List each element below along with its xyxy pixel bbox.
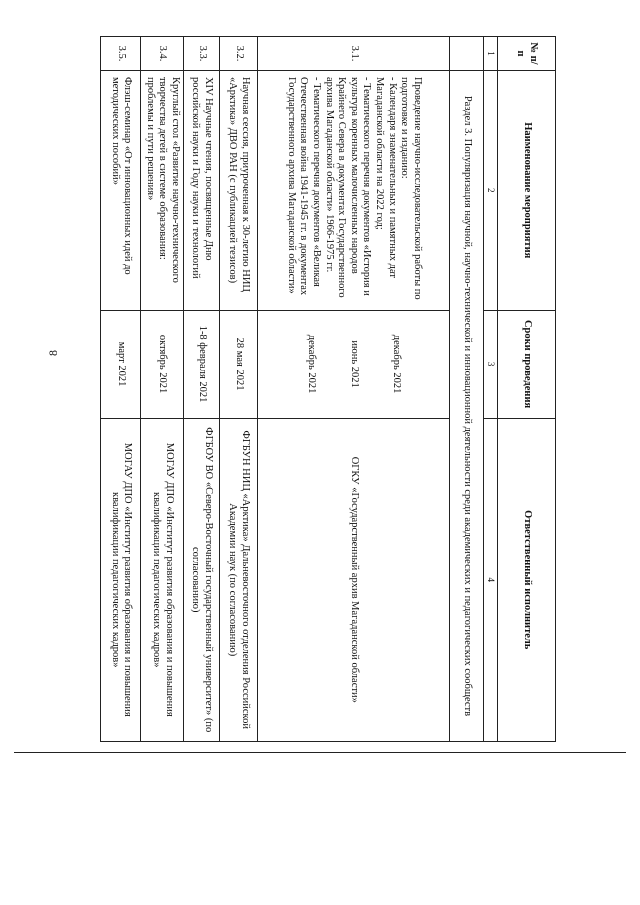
header-num: № п/п xyxy=(498,37,556,71)
row-name: XIV Научные чтения, посвященные Дню российской науки и Году науки и технологий xyxy=(184,70,220,310)
header-name: Наименование мероприятия xyxy=(498,70,556,310)
page-divider-line xyxy=(14,752,626,753)
section-title: Раздел 3. Популяризация научной, научно-технической и инновационной деятельности среди академических и педагогических сообществ xyxy=(450,70,484,741)
row-name-line: - Тематического перечня документов «Великая Отечественная война 1941-1945 гг. в документах Государственного архива Магаданской области» xyxy=(285,76,323,296)
section-row xyxy=(450,37,484,742)
table-row xyxy=(141,37,184,742)
table-header-row xyxy=(498,37,556,742)
row-name: Круглый стол «Развитие научно-технического творчества детей в системе образования: проблемы и пути решения» xyxy=(141,70,184,310)
row-deadline: 1-8 февраля 2021 xyxy=(184,310,220,418)
header-deadline: Сроки проведения xyxy=(498,310,556,418)
row-executor: ОГКУ «Государственный архив Магаданской области» xyxy=(258,418,450,741)
events-table xyxy=(100,36,556,742)
page-number: 8 xyxy=(46,350,60,356)
column-number: 2 xyxy=(484,70,498,310)
header-executor: Ответственный исполнитель xyxy=(498,418,556,741)
row-deadline-cell xyxy=(258,310,450,418)
row-deadline: декабрь 2021 xyxy=(306,334,318,394)
row-deadline: июнь 2021 xyxy=(348,340,360,388)
row-num: 3.5. xyxy=(101,37,141,71)
section-empty-cell xyxy=(450,37,484,71)
table-row xyxy=(258,37,450,742)
row-num: 3.3. xyxy=(184,37,220,71)
column-number-row xyxy=(484,37,498,742)
row-name-cell xyxy=(258,70,450,310)
row-executor: ФГБОУ ВО «Северо-Восточный государственный университет» (по согласованию) xyxy=(184,418,220,741)
table-row xyxy=(184,37,220,742)
row-deadline: март 2021 xyxy=(101,310,141,418)
row-deadline: октябрь 2021 xyxy=(141,310,184,418)
table-row xyxy=(220,37,258,742)
rotated-table-container xyxy=(104,36,556,742)
row-executor: МОГАУ ДПО «Институт развития образования и повышения квалификации педагогических кадров» xyxy=(141,418,184,741)
row-name-line: - Тематического перечня документов «История и культура коренных малочисленных народов Крайнего Севера в документах Государственного архива Магаданской области» 1966-1975 гг. xyxy=(323,76,373,298)
row-deadline: 28 мая 2021 xyxy=(220,310,258,418)
row-name-line: - Календаря знаменательных и памятных дат Магаданской области на 2022 год; xyxy=(373,76,398,278)
table-row xyxy=(101,37,141,742)
column-number: 1 xyxy=(484,37,498,71)
row-deadline: декабрь 2021 xyxy=(391,334,403,394)
row-executor: МОГАУ ДПО «Институт развития образования и повышения квалификации педагогических кадров» xyxy=(101,418,141,741)
row-name-line: Проведение научно-исследовательской работы по подготовке и изданию: xyxy=(399,76,423,300)
row-executor: ФГБУН НИЦ «Арктика» Дальневосточного отделения Российской Академии наук (по согласованию) xyxy=(220,418,258,741)
row-num: 3.1. xyxy=(258,37,450,71)
row-name: Научная сессия, приуроченная к 30-летию НИЦ «Арктика» ДВО РАН (с публикацией тезисов) xyxy=(220,70,258,310)
row-name: Флэш-семинар «От инновационных идей до методических пособий» xyxy=(101,70,141,310)
row-num: 3.4. xyxy=(141,37,184,71)
row-num: 3.2. xyxy=(220,37,258,71)
column-number: 3 xyxy=(484,310,498,418)
column-number: 4 xyxy=(484,418,498,741)
